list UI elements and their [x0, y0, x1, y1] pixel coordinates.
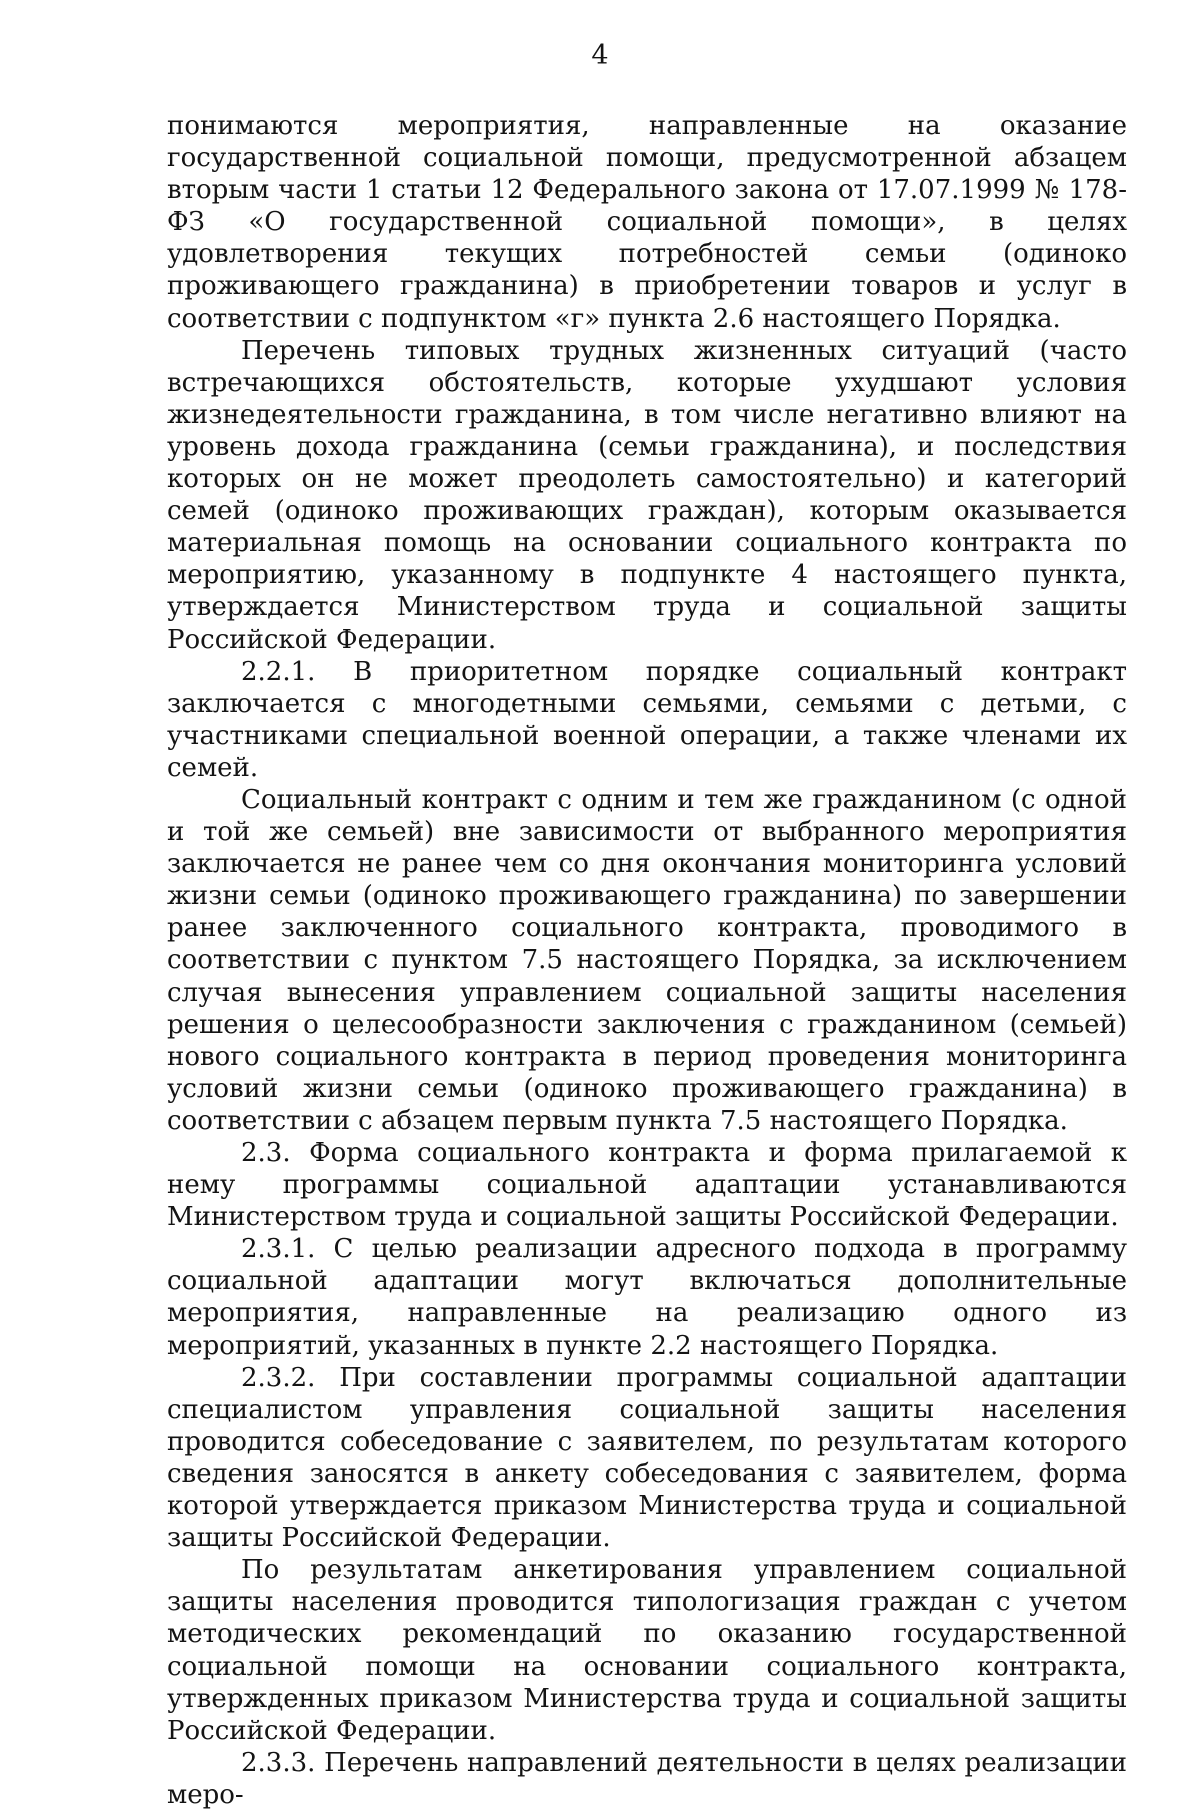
paragraph-2: Перечень типовых трудных жизненных ситуаций (часто встречающихся обстоятельств, которые ухудшают условия жизнедеятельности гражданина, в том числе негативно влияют на уровень дохода гражданина (семьи гражданина), и последствия которых он не может преодолеть самостоятельно) и категорий семей (одиноко проживающих граждан), которым оказывается материальная помощь на основании социального контракта по мероприятию, указанному в подпункте 4 настоящего пункта, утверждается Министерством труда и социальной защиты Российской Федерации.	[167, 335, 1127, 655]
page-number: 4	[591, 40, 609, 71]
paragraph-1: понимаются мероприятия, направленные на оказание государственной социальной помощи, предусмотренной абзацем вторым части 1 статьи 12 Федерального закона от 17.07.1999 № 178-ФЗ «О государственной социальной помощи», в целях удовлетворения текущих потребностей семьи (одиноко проживающего гражданина) в приобретении товаров и услуг в соответствии с подпунктом «г» пункта 2.6 настоящего Порядка.	[167, 111, 1127, 334]
paragraph-3: 2.2.1. В приоритетном порядке социальный контракт заключается с многодетными семьями, семьями с детьми, с участниками специальной военной операции, а также членами их семей.	[167, 656, 1127, 783]
paragraph-9: 2.3.3. Перечень направлений деятельности в целях реализации меро-	[167, 1747, 1127, 1810]
paragraph-5: 2.3. Форма социального контракта и форма прилагаемой к нему программы социальной адаптации устанавливаются Министерством труда и социальной защиты Российской Федерации.	[167, 1138, 1127, 1233]
paragraph-6: 2.3.1. С целью реализации адресного подхода в программу социальной адаптации могут включаться дополнительные мероприятия, направленные на реализацию одного из мероприятий, указанных в пункте 2.2 настоящего Порядка.	[167, 1234, 1127, 1361]
paragraph-8: По результатам анкетирования управлением социальной защиты населения проводится типологизация граждан с учетом методических рекомендаций по оказанию государственной социальной помощи на основании социального контракта, утвержденных приказом Министерства труда и социальной защиты Российской Федерации.	[167, 1555, 1127, 1746]
paragraph-7: 2.3.2. При составлении программы социальной адаптации специалистом управления социальной защиты населения проводится собеседование с заявителем, по результатам которого сведения заносятся в анкету собеседования с заявителем, форма которой утверждается приказом Министерства труда и социальной защиты Российской Федерации.	[167, 1362, 1127, 1554]
paragraph-4: Социальный контракт с одним и тем же гражданином (с одной и той же семьей) вне зависимости от выбранного мероприятия заключается не ранее чем со дня окончания мониторинга условий жизни семьи (одиноко проживающего гражданина) по завершении ранее заключенного социального контракта, проводимого в соответствии с пунктом 7.5 настоящего Порядка, за исключением случая вынесения управлением социальной защиты населения решения о целесообразности заключения с гражданином (семьей) нового социального контракта в период проведения мониторинга условий жизни семьи (одиноко проживающего гражданина) в соответствии с абзацем первым пункта 7.5 настоящего Порядка.	[167, 784, 1127, 1136]
document-body	[167, 110, 1127, 1811]
